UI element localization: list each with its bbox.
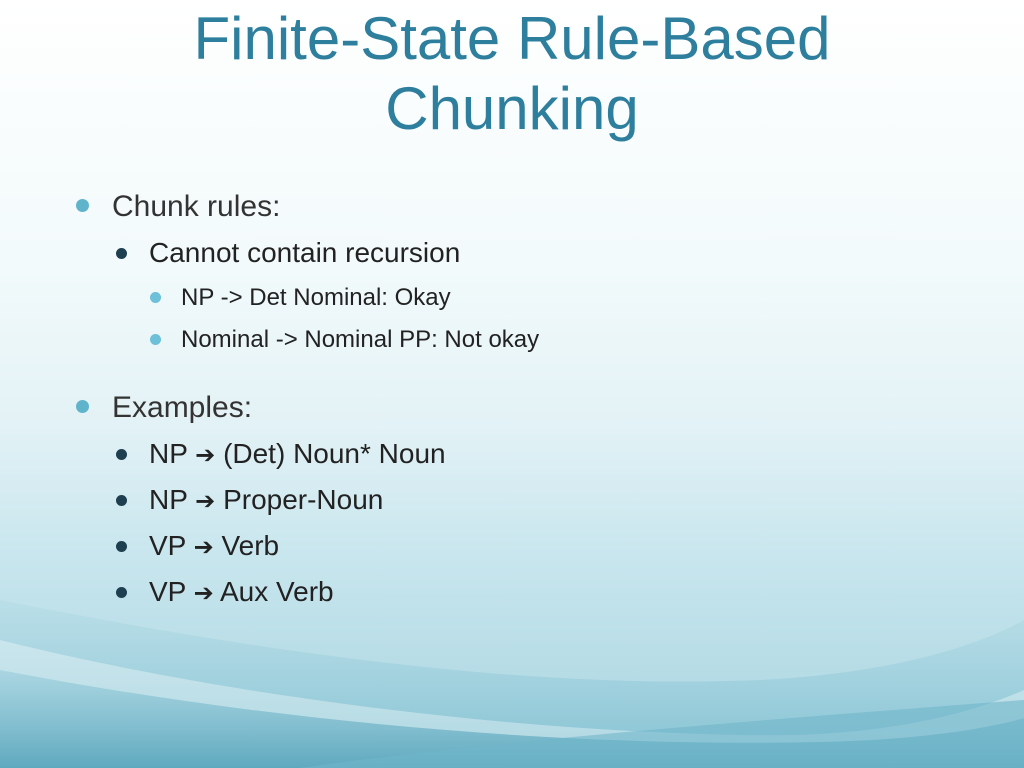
arrow-right-icon: ➔ (193, 533, 214, 561)
bullet-icon (116, 541, 127, 552)
example-vp-aux-verb: VP ➔ Aux Verb (149, 576, 334, 607)
slide-title-line1: Finite-State Rule-Based (193, 5, 831, 72)
bullet-chunk-rules: Chunk rules: (112, 190, 281, 223)
bullet-icon (76, 400, 89, 413)
bullet-icon (116, 449, 127, 460)
bullet-icon (116, 587, 127, 598)
example-np-det-noun: NP ➔ (Det) Noun* Noun (149, 438, 446, 469)
bullet-examples: Examples: (112, 391, 253, 424)
bullet-icon (150, 292, 161, 303)
bullet-icon (150, 334, 161, 345)
arrow-right-icon: ➔ (195, 441, 216, 469)
rule-np-det-nominal: NP -> Det Nominal: Okay (181, 284, 451, 311)
slide-title-line2: Chunking (385, 75, 639, 142)
bullet-icon (116, 495, 127, 506)
bullet-icon (116, 248, 127, 259)
bullet-icon (76, 199, 89, 212)
slide-title (0, 4, 1024, 144)
arrow-right-icon: ➔ (195, 487, 216, 515)
example-vp-verb: VP ➔ Verb (149, 530, 280, 561)
rule-nominal-pp: Nominal -> Nominal PP: Not okay (181, 326, 540, 353)
arrow-right-icon: ➔ (193, 579, 214, 607)
bullet-no-recursion: Cannot contain recursion (149, 237, 461, 268)
example-np-proper-noun: NP ➔ Proper-Noun (149, 484, 384, 515)
